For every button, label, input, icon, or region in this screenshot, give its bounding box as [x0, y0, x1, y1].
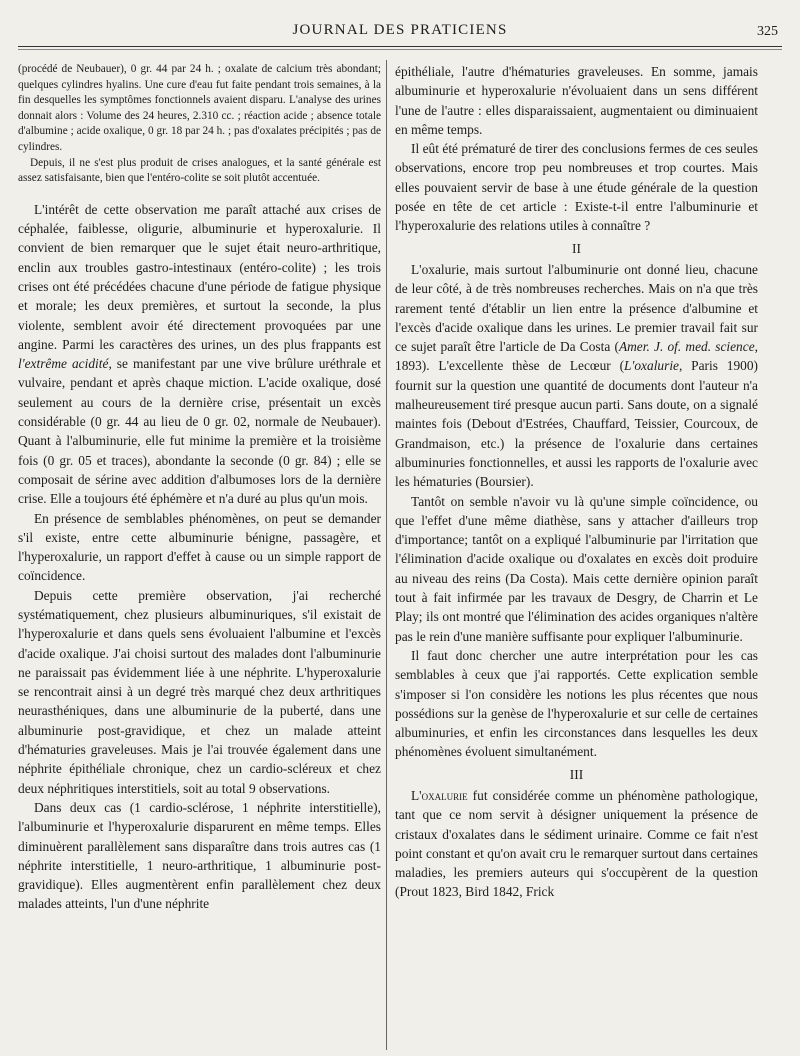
paragraph: Il faut donc chercher une autre interprétation pour les cas semblables à ceux que j'ai rapportés. Cette explication semble s'imposer si l'on considère les notions les plus récentes que nous possédions sur la genèse de l'hyperoxalurie et sur celle de certaines albuminuries, et enfin les circonstances dans lesquelles les deux phénomènes évoluent simultanément. [395, 647, 758, 760]
text-run: , 1893). L'excellente thèse de Lecœur ( [395, 339, 758, 374]
page-number: 325 [757, 24, 778, 39]
text-run: , se manifestant par une vive brûlure uréthrale et vulvaire, pendant et après chaque miction. L'acide oxalique, dosé seulement au cours de la dernière crise, présentait un excès considérable (0 gr. 44 au lieu de 0 gr. 02, normale de Neubauer). Quant à l'albuminurie, elle fut minime la première et la troisième fois (0 gr. 05 et traces), abondante la seconde (0 gr. 84) ; elle se composait de sérine avec addition d'albumoses lors de la dernière crise. Elle a toujours été éphémère et n'a duré au plus qu'un mois. [18, 356, 382, 507]
header-rule [18, 46, 782, 47]
paragraph: Dans deux cas (1 cardio-sclérose, 1 néphrite interstitielle), l'albuminurie et l'hyperoxalurie disparurent en même temps. Elles diminuèrent parallèlement sans disparaître dans trois autres cas (1 néphrite interstitielle, 1 neuro-arthritique, 1 albuminurie post-gravidique). Elles augmentèrent enfin parallèlement chez deux malades atteints, l'un d'une néphrite [18, 799, 381, 912]
text-run: , Paris 1900) fournit sur la question une quantité de documents dont l'auteur n'a malheureusement tiré presque aucun parti. Sans doute, on a signalé maintes fois (Debout d'Estrées, Chauffard, Teissier, Courcoux, de Grandmaison, etc.) la présence de l'oxalurie dans certaines albuminuries fonctionnelles, et aussi les rapports de l'oxalurie avec les hématuries (Boursier). [395, 358, 758, 490]
paragraph [18, 200, 381, 509]
column-divider [386, 60, 387, 1050]
small-caps-lead: L'oxalurie [411, 787, 468, 803]
note-paragraph: Depuis, il ne s'est plus produit de crises analogues, et la santé générale est assez satisfaisante, bien que l'entéro-colite se soit plutôt accentuée. [18, 156, 381, 185]
journal-title: JOURNAL DES PRATICIENS [292, 22, 508, 38]
emphasis: Amer. J. of. med. science [618, 339, 755, 355]
header-rule-thin [18, 49, 782, 50]
observation-note [18, 62, 381, 187]
paragraph: Tantôt on semble n'avoir vu là qu'une simple coïncidence, ou que l'effet d'une même diathèse, sans y attacher d'ailleurs trop d'importance; tantôt on a expliqué l'albuminurie par l'irritation que l'élimination d'acide oxalique ou d'oxalates en excès doit produire au niveau des reins (Da Costa). Mais cette dernière opinion paraît tout à fait infirmée par les travaux de Desgry, de Charrin et Le Play; ils ont montré que l'élimination des acides organiques n'altère pas le rein d'une manière suffisante pour expliquer l'albuminurie. [395, 493, 758, 644]
text-run: L'intérêt de cette observation me paraît attaché aux crises de céphalée, faiblesse, oligurie, albuminurie et hyperoxalurie. Il convient de bien remarquer que le sujet était neuro-arthritique, enclin aux troubles gastro-intestinaux (entéro-colite) ; les trois crises ont été précédées chacune d'une période de fatigue physique et morale; les deux premières, et surtout la seconde, la plus violente, semblent avoir été directement provoquées par une angine. Parmi les caractères des urines, un des plus frappants est [18, 201, 381, 352]
right-column [395, 62, 758, 902]
note-paragraph: (procédé de Neubauer), 0 gr. 44 par 24 h. ; oxalate de calcium très abondant; quelques cylindres hyalins. Une cure d'eau fut faite pendant trois semaines, à la fin desquelles les symptômes fonctionnels avaient disparu. L'analyse des urines donnait alors : Volume des 24 heures, 2.310 cc. ; réaction acide ; absence totale d'albumine ; acide oxalique, 0 gr. 18 par 24 h. ; pas d'oxalates précipités ; pas de cylindres. [18, 63, 381, 153]
paragraph: Depuis cette première observation, j'ai recherché systématiquement, chez plusieurs albuminuriques, s'il existait de l'hyperoxalurie et dans quels sens évoluaient l'albumine et l'excès d'acide oxalique. J'ai choisi surtout des malades dont l'albuminurie ne paraissait pas évidemment liée à une néphrite. L'hyperoxalurie se rencontrait ainsi à un degré très marqué chez deux arthritiques neurasthéniques, dans une albuminurie de la puberté, dans une albuminurie post-gravidique, et chez un malade atteint d'hématuries graveleuses. Mais je l'ai trouvée également dans une néphrite épithéliale chronique, chez un cardio-scléreux et chez deux néphritiques interstitiels, soit au total 9 observations. [18, 587, 381, 796]
paragraph: épithéliale, l'autre d'hématuries graveleuses. En somme, jamais albuminurie et hyperoxalurie n'évoluaient dans un sens différent l'une de l'autre : elles disparaissaient, augmentaient ou diminuaient en même temps. [395, 64, 758, 137]
paragraph [395, 786, 758, 902]
left-body [18, 200, 381, 914]
section-number: III [569, 766, 584, 782]
paragraph: Il eût été prématuré de tirer des conclusions fermes de ces seules observations, encore trop peu nombreuses et trop courtes. Mais elles pouvaient servir de base à une étude générale de la question posée en tête de cet article : Existe-t-il entre l'albuminurie et l'hyperoxalurie des relations utiles à connaître ? [395, 141, 758, 234]
running-header [18, 18, 782, 48]
paragraph [395, 260, 758, 492]
left-column [18, 62, 381, 914]
text-run: L'oxalurie, mais surtout l'albuminurie ont donné lieu, chacune de leur côté, à de très nombreuses recherches. Mais on n'a que très rarement tenté d'établir un lien entre la présence d'albumine et l'excès d'acide oxalique dans les urines. Le premier travail fait sur ce sujet paraît être l'article de Da Costa ( [395, 261, 758, 355]
emphasis: L'oxalurie [624, 358, 679, 374]
right-body [395, 62, 758, 902]
section-number: II [572, 240, 581, 256]
emphasis: l'extrême acidité [18, 356, 109, 372]
text-run: fut considérée comme un phénomène pathologique, tant que ce nom servit à désigner uniquement la présence de cristaux d'oxalates dans le sédiment urinaire. Comme ce fait n'est point constant et qu'on avait cru le remarquer surtout dans certaines maladies, les premiers auteurs qui s'occupèrent de la question (Prout 1823, Bird 1842, Frick [395, 787, 758, 900]
paragraph: En présence de semblables phénomènes, on peut se demander s'il existe, entre cette albuminurie bénigne, passagère, et l'hyperoxalurie, un rapport d'effet à cause ou un simple rapport de coïncidence. [18, 510, 381, 584]
